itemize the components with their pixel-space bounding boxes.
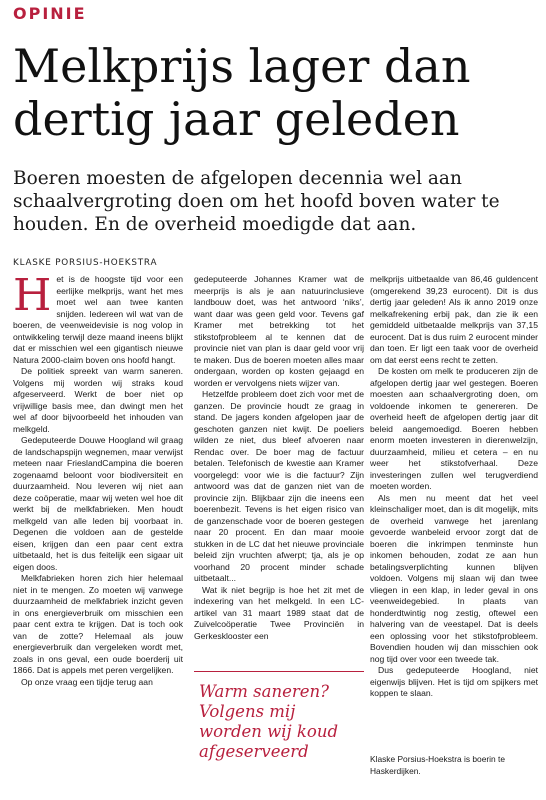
article-column-2 xyxy=(194,274,364,642)
article-column-1 xyxy=(13,270,183,688)
paragraph: Wat ik niet begrijp is hoe het zit met de indexering van het melkgeld. In een LC-artikel van 31 maart 1989 staat dat de Zuivelcoöperatie Twee Provinciën in Gerkesklooster een xyxy=(194,584,364,641)
paragraph: Melkfabrieken horen zich hier helemaal niet in te mengen. Zo moeten wij vanwege duurzaamheid de melkfabriek inzicht geven in ons energieverbruik om misschien een paar cent extra te krijgen. Dat is toch ook van de zotte? Helemaal als jouw energieverbruik dan vergeleken wordt met, zoals in ons geval, een oude boerderij uit 1866. Dat is appels met peren vergelijken. xyxy=(13,573,183,675)
author-note: Klaske Porsius-Hoekstra is boerin te Haskerdijken. xyxy=(370,754,505,776)
paragraph: gedeputeerde Johannes Kramer wat de meerprijs is als je aan natuurinclusieve landbouw doet, was het antwoord ‘niks’, want daar was geen geld voor. Tevens gaf Kramer met betrekking tot het stikstofprobleem al te kennen dat de provincie niet van plan is daar geld voor vrij te maken. Dus de boeren moeten alles maar ondergaan, worden op kosten gejaagd en worden er vervolgens niets wijzer van. xyxy=(194,274,364,388)
paragraph: Dus gedeputeerde Hoogland, niet eigenwijs blijven. Het is tijd om spijkers met koppen te slaan. xyxy=(370,665,538,698)
pullquote-divider xyxy=(194,671,364,672)
lead-paragraph: Boeren moesten de afgelopen decennia wel aan schaalvergroting doen om het hoofd boven water te houden. En de overheid moedigde dat aan. xyxy=(13,168,500,235)
paragraph: Als men nu meent dat het veel kleinschaliger moet, dan is dit mogelijk, mits de overheid vanwege het jarenlang gevoerde wanbeleid ervoor zorgt dat de boeren die inkrimpen tenminste hun inkomen behouden, zodat ze aan hun betalingsverplichting kunnen blijven voldoen. Volgens mij slaan wij dan twee vliegen in een klap, in leder geval in ons veenweidegebied. In plaats van honderdtwintig nog zestig, oftewel een halvering van de veestapel. Dat is deels een oplossing voor het stikstofprobleem. Bovendien houden wij dan misschien ook nog tijd over voor een tweede tak. xyxy=(370,492,538,664)
paragraph: Gedeputeerde Douwe Hoogland wil graag de landschapspijn wegnemen, maar verwijst meteen naar FrieslandCampina die boeren zogenaamd beloont voor biodiversiteit en duurzaamheid. Nou leveren wij niet aan deze coöperatie, maar wij weten wel hoe dit werkt bij de melkfabrieken. Men houdt melkgeld van alle leden bij voorbaat in. Degenen die voldoen aan de gestelde eisen, krijgen dan een paar cent extra uitbetaald, het is dus feitelijk een sigaar uit eigen doos. xyxy=(13,435,183,572)
paragraph: De politiek spreekt van warm saneren. Volgens mij worden wij straks koud afgeserveerd. Werkt de boer niet op vrijwillige basis mee, dan dwingt men het wel af door bijvoorbeeld het inhouden van melkgeld. xyxy=(13,366,183,434)
paragraph: melkprijs uitbetaalde van 86,46 guldencent (omgerekend 39,23 eurocent). Dit is dus dertig jaar geleden! Als ik anno 2019 onze melkafrekening erbij pak, dan zie ik een gemiddeld uitbetaalde melkprijs van 37,15 eurocent. Dat is dus ruim 2 eurocent minder dan toen. Er ligt een taak voor de overheid om dat eerst eens recht te zetten. xyxy=(370,274,538,365)
paragraph: Hetzelfde probleem doet zich voor met de ganzen. De provincie houdt ze graag in stand. De jagers konden afgelopen jaar de geschoten ganzen niet kwijt. De poeliers wilden ze niet, dus bleef afvoeren naar Rendac over. De boer mag de factuur betalen. Telefonisch de kwestie aan Kramer voorgelegd: voor wie is die factuur? Zijn antwoord was dat de ganzen niet van de provincie zijn. Blijkbaar zijn die ineens een boerenbezit. Tevens is het eigen risico van de ganzenschade voor de boeren gestegen naar 20 procent. En dan maar mooie stukken in de LC dat het nieuwe provinciale beleid zijn vruchten afwerpt; tja, als je op voorhand 20 procent minder schade uitbetaalt... xyxy=(194,389,364,583)
article-column-3 xyxy=(370,274,538,700)
paragraph: Op onze vraag een tijdje terug aan xyxy=(21,676,153,687)
section-label: OPINIE xyxy=(13,4,87,23)
paragraph-text: et is de hoogste tijd voor een eerlijke melkprijs, want het mes moet wel aan twee kanten snijden. Iedereen wil wat van de boeren, de veenweidevisie is nog volop in ontwikkeling terwijl deze maand ineens blijkt dat er misschien wel een gigantisch nieuwe Natura 2000-claim boven ons hoofd hangt. xyxy=(13,274,183,365)
headline: Melkprijs lager dan dertig jaar geleden xyxy=(13,39,471,146)
drop-cap: H xyxy=(13,270,52,321)
byline: KLASKE PORSIUS-HOEKSTRA xyxy=(13,258,158,268)
paragraph: De kosten om melk te produceren zijn de afgelopen dertig jaar wel gestegen. Boeren moesten aan schaalvergroting doen, om voldoende inkomen te genereren. De overheid heeft de afgelopen dertig jaar dit beleid aangemoedigd. Boeren hebben enorm moeten investeren in dierenwelzijn, duurzaamheid, milieu et cetera – en nu weer het stikstofverhaal. Deze investeringen zullen wel terugverdiend moeten worden. xyxy=(370,366,538,491)
paragraph xyxy=(13,270,183,366)
pull-quote: Warm saneren? Volgens mij worden wij koud afgeserveerd xyxy=(199,682,339,761)
